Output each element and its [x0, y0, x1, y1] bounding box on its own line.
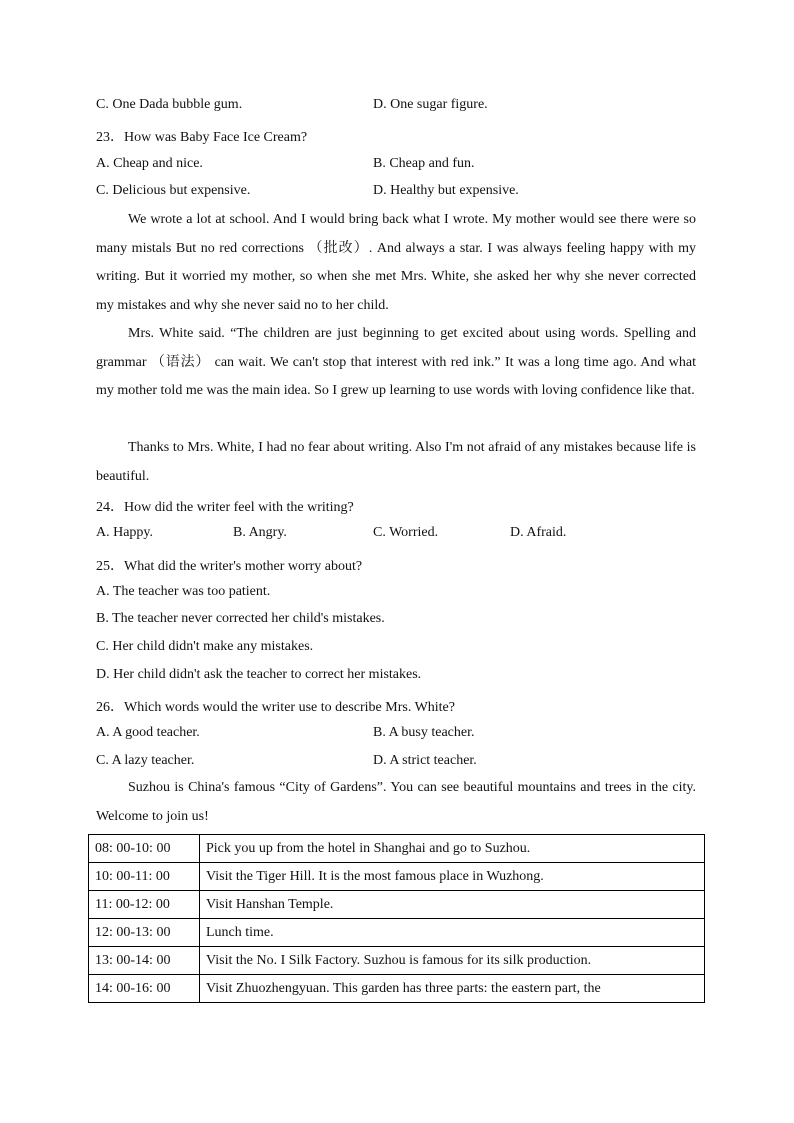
schedule-activity: Pick you up from the hotel in Shanghai and go to Suzhou. — [200, 835, 705, 863]
q24-question: 24．How did the writer feel with the writing? — [96, 500, 354, 515]
schedule-time: 12: 00-13: 00 — [89, 919, 200, 947]
schedule-time: 13: 00-14: 00 — [89, 947, 200, 975]
table-row — [89, 947, 705, 975]
q24-options — [96, 525, 706, 545]
q25-option-d: D. Her child didn't ask the teacher to correct her mistakes. — [96, 667, 422, 682]
table-row — [89, 919, 705, 947]
q23-options-cd — [96, 183, 706, 203]
q24-option-a: A. Happy. — [96, 525, 154, 540]
schedule-activity: Visit the Tiger Hill. It is the most famous place in Wuzhong. — [200, 863, 705, 891]
schedule-activity: Visit Zhuozhengyuan. This garden has three parts: the eastern part, the — [200, 975, 705, 1003]
q23-option-b: B. Cheap and fun. — [373, 156, 475, 171]
q26-question: 26．Which words would the writer use to describe Mrs. White? — [96, 700, 455, 715]
tour-schedule-table — [88, 834, 705, 1003]
schedule-time: 10: 00-11: 00 — [89, 863, 200, 891]
q25-question: 25．What did the writer's mother worry about? — [96, 559, 363, 574]
q22-option-c: C. One Dada bubble gum. — [96, 97, 243, 112]
passage-paragraph-3: Thanks to Mrs. White, I had no fear about writing. Also I'm not afraid of any mistakes because life is beautiful. — [96, 440, 696, 484]
q26-option-d: D. A strict teacher. — [373, 753, 477, 768]
q24-option-b: B. Angry. — [233, 525, 287, 540]
passage-paragraph-2: Mrs. White said. “The children are just beginning to get excited about using words. Spelling and grammar （语法） can wait. We can't stop that interest with red ink.” It was a long time ago. And what my mother told me was the main idea. So I grew up learning to use words with loving confidence like that. — [96, 326, 696, 399]
q26-option-a: A. A good teacher. — [96, 725, 200, 740]
suzhou-intro: Suzhou is China's famous “City of Gardens”. You can see beautiful mountains and trees in the city. Welcome to join us! — [96, 780, 696, 824]
q23-option-a: A. Cheap and nice. — [96, 156, 203, 171]
q24-option-c: C. Worried. — [373, 525, 439, 540]
schedule-time: 11: 00-12: 00 — [89, 891, 200, 919]
schedule-time: 14: 00-16: 00 — [89, 975, 200, 1003]
q23-option-d: D. Healthy but expensive. — [373, 183, 519, 198]
q26-option-c: C. A lazy teacher. — [96, 753, 195, 768]
q23-options-ab — [96, 156, 706, 176]
q22-option-d: D. One sugar figure. — [373, 97, 488, 112]
q22-options-cd — [96, 97, 706, 117]
q26-option-b: B. A busy teacher. — [373, 725, 475, 740]
schedule-activity: Visit Hanshan Temple. — [200, 891, 705, 919]
q23-option-c: C. Delicious but expensive. — [96, 183, 251, 198]
schedule-time: 08: 00-10: 00 — [89, 835, 200, 863]
table-row — [89, 891, 705, 919]
q26-options-cd — [96, 753, 706, 773]
table-row — [89, 835, 705, 863]
passage-paragraph-1: We wrote a lot at school. And I would bring back what I wrote. My mother would see there were so many mistals But no red corrections （批改）. And always a star. I was always feeling happy with my writing. But it worried my mother, so when she met Mrs. White, she asked her why she never corrected my mistakes and why she never said no to her child. — [96, 212, 696, 313]
q26-options-ab — [96, 725, 706, 745]
q24-option-d: D. Afraid. — [510, 525, 567, 540]
q25-option-b: B. The teacher never corrected her child's mistakes. — [96, 611, 385, 626]
q23-question: 23．How was Baby Face Ice Cream? — [96, 130, 308, 145]
table-row — [89, 975, 705, 1003]
schedule-activity: Lunch time. — [200, 919, 705, 947]
table-row — [89, 863, 705, 891]
q25-option-c: C. Her child didn't make any mistakes. — [96, 639, 314, 654]
q25-option-a: A. The teacher was too patient. — [96, 584, 271, 599]
schedule-activity: Visit the No. I Silk Factory. Suzhou is famous for its silk production. — [200, 947, 705, 975]
